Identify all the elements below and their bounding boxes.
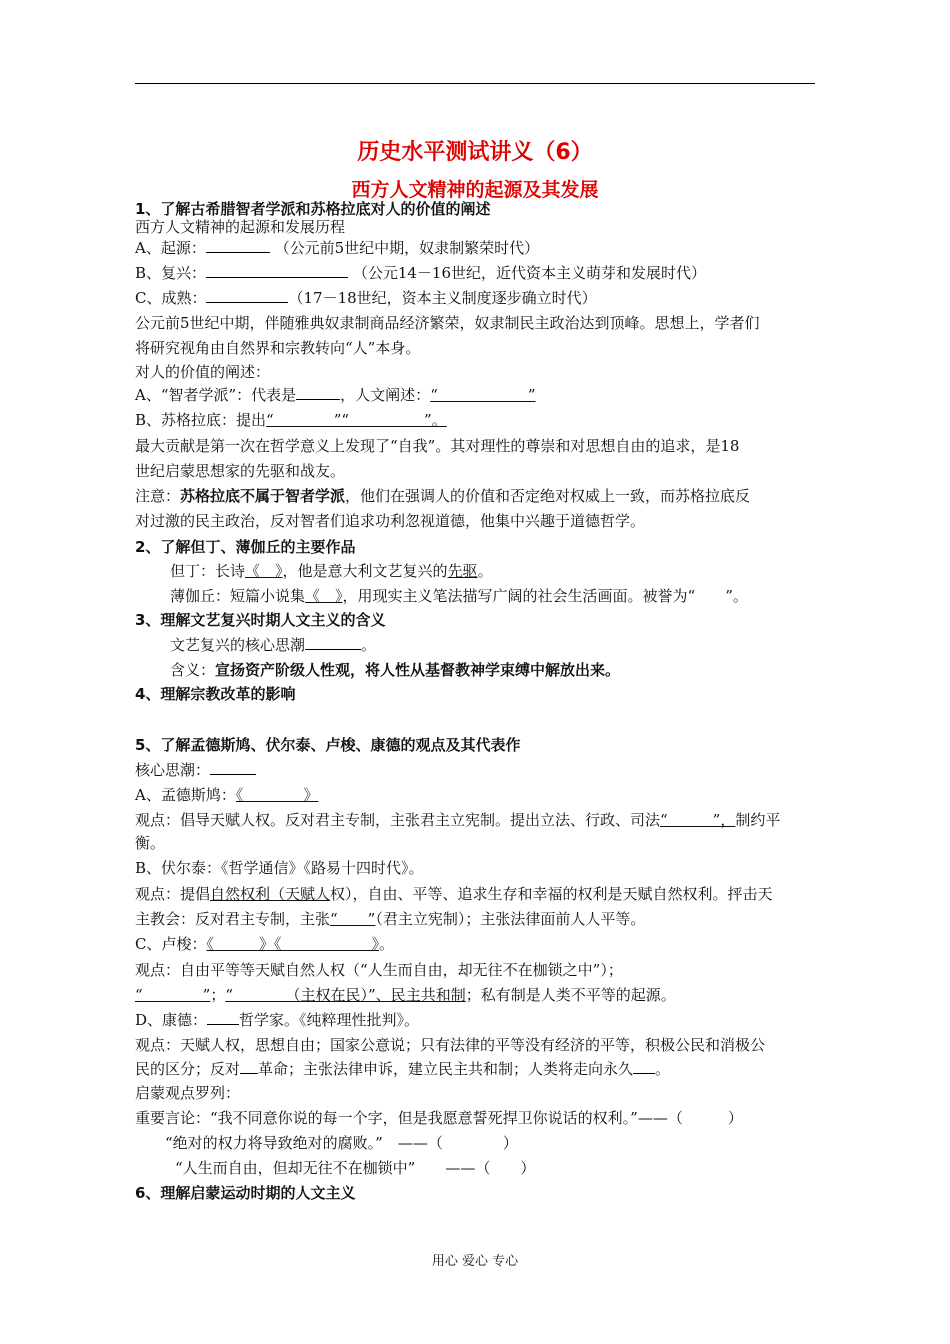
page-subtitle: 西方人文精神的起源及其发展	[351, 179, 599, 201]
blank	[240, 1059, 258, 1074]
s2-boccaccio: 薄伽丘：短篇小说集《 》，用现实主义笔法描写广阔的社会生活画面。被誉为“ ”。	[170, 587, 748, 605]
s5-a-view-2: 衡。	[135, 834, 166, 852]
s1-para-2: 将研究视角由自然界和宗教转向“人”本身。	[135, 339, 421, 357]
blank	[633, 1059, 655, 1074]
s5-a-view-1: 观点：倡导天赋人权。反对君主专制，主张君主立宪制。提出立法、行政、司法“ ”，制约平	[135, 811, 781, 829]
s1-value-label: 对人的价值的阐述：	[135, 363, 271, 381]
s5-d-view-2: 民的区分；反对 革命；主张法律申诉，建立民主共和制；人类将走向永久 。	[135, 1060, 671, 1078]
s5-a: A、孟德斯鸠：《 》	[135, 786, 319, 804]
section-2-heading: 2、了解但丁、薄伽丘的主要作品	[135, 538, 356, 556]
s5-enlightenment: 启蒙观点罗列：	[135, 1084, 241, 1102]
s2-dante: 但丁：长诗《 》，他是意大利文艺复兴的先驱。	[170, 562, 493, 580]
blank	[210, 760, 256, 775]
s1-line-c: C、成熟： （17－18世纪，资本主义制度逐步确立时代）	[135, 289, 597, 307]
section-6-heading: 6、理解启蒙运动时期的人文主义	[135, 1184, 356, 1202]
blank	[206, 288, 288, 303]
blank	[207, 1010, 239, 1025]
s5-b: B、伏尔泰：《哲学通信》《路易十四时代》。	[135, 859, 424, 877]
s1-line-b: B、复兴： （公元14－16世纪，近代资本主义萌芽和发展时代）	[135, 264, 706, 282]
s5-b-view-1: 观点：提倡自然权利（天赋人权），自由、平等、追求生存和幸福的权利是天赋自然权利。抨击天	[135, 885, 773, 903]
section-5-heading: 5、了解孟德斯鸠、伏尔泰、卢梭、康德的观点及其代表作	[135, 736, 521, 754]
s5-core: 核心思潮：	[135, 760, 256, 780]
blank	[296, 385, 340, 400]
s5-b-view-2: 主教会：反对君主专制，主张“ ”（君主立宪制）；主张法律面前人人平等。	[135, 910, 646, 928]
s1-para-4: 世纪启蒙思想家的先驱和战友。	[135, 462, 346, 480]
s5-d-view-1: 观点：天赋人权，思想自由；国家公意说；只有法律的平等没有经济的平等，积极公民和消极公	[135, 1036, 766, 1054]
s5-quote-3: “人生而自由，但却无往不在枷锁中” ——（ ）	[175, 1159, 536, 1177]
section-3-heading: 3、理解文艺复兴时期人文主义的含义	[135, 611, 386, 629]
page-footer: 用心 爱心 专心	[431, 1254, 519, 1269]
s5-quote-2: “绝对的权力将导致绝对的腐败。” ——（ ）	[165, 1134, 518, 1152]
blank	[305, 635, 361, 650]
s1-value-a: A、“智者学派”：代表是 ，人文阐述：“ ”	[135, 386, 536, 404]
section-1-heading: 1、了解古希腊智者学派和苏格拉底对人的价值的阐述	[135, 200, 491, 218]
s3-core: 文艺复兴的核心思潮 。	[170, 636, 377, 654]
s1-para-3: 最大贡献是第一次在哲学意义上发现了“自我”。其对理性的尊崇和对思想自由的追求，是18	[135, 437, 740, 455]
s5-c-view-2: “ ”；“ （主权在民）”、民主共和制；私有制是人类不平等的起源。	[135, 986, 676, 1004]
s5-d: D、康德： 哲学家。《纯粹理性批判》。	[135, 1011, 420, 1029]
s1-note-2: 对过激的民主政治，反对智者们追求功利忽视道德，他集中兴趣于道德哲学。	[135, 512, 646, 530]
blank	[206, 238, 270, 253]
s3-meaning: 含义：宣扬资产阶级人性观，将人性从基督教神学束缚中解放出来。	[170, 661, 621, 679]
s1-para-1: 公元前5世纪中期，伴随雅典奴隶制商品经济繁荣，奴隶制民主政治达到顶峰。思想上，学者们	[135, 314, 760, 332]
s1-note: 注意：苏格拉底不属于智者学派，他们在强调人的价值和否定绝对权威上一致，而苏格拉底反	[135, 487, 751, 505]
section-4-heading: 4、理解宗教改革的影响	[135, 685, 296, 703]
s1-line-a: A、起源： （公元前5世纪中期，奴隶制繁荣时代）	[135, 239, 540, 257]
s5-c-view-1: 观点：自由平等等天赋自然人权（“人生而自由，却无往不在枷锁之中”）；	[135, 961, 623, 979]
header-rule	[135, 83, 815, 84]
s1-intro: 西方人文精神的起源和发展历程	[135, 218, 346, 236]
s5-quote-1: 重要言论：“我不同意你说的每一个字，但是我愿意誓死捍卫你说话的权利。”——（ ）	[135, 1109, 743, 1127]
page-title: 历史水平测试讲义（6）	[357, 140, 593, 165]
s5-c: C、卢梭：《 》《 》。	[135, 935, 395, 953]
s1-value-b: B、苏格拉底：提出“ ”“ ”。	[135, 411, 447, 429]
blank	[206, 263, 348, 278]
